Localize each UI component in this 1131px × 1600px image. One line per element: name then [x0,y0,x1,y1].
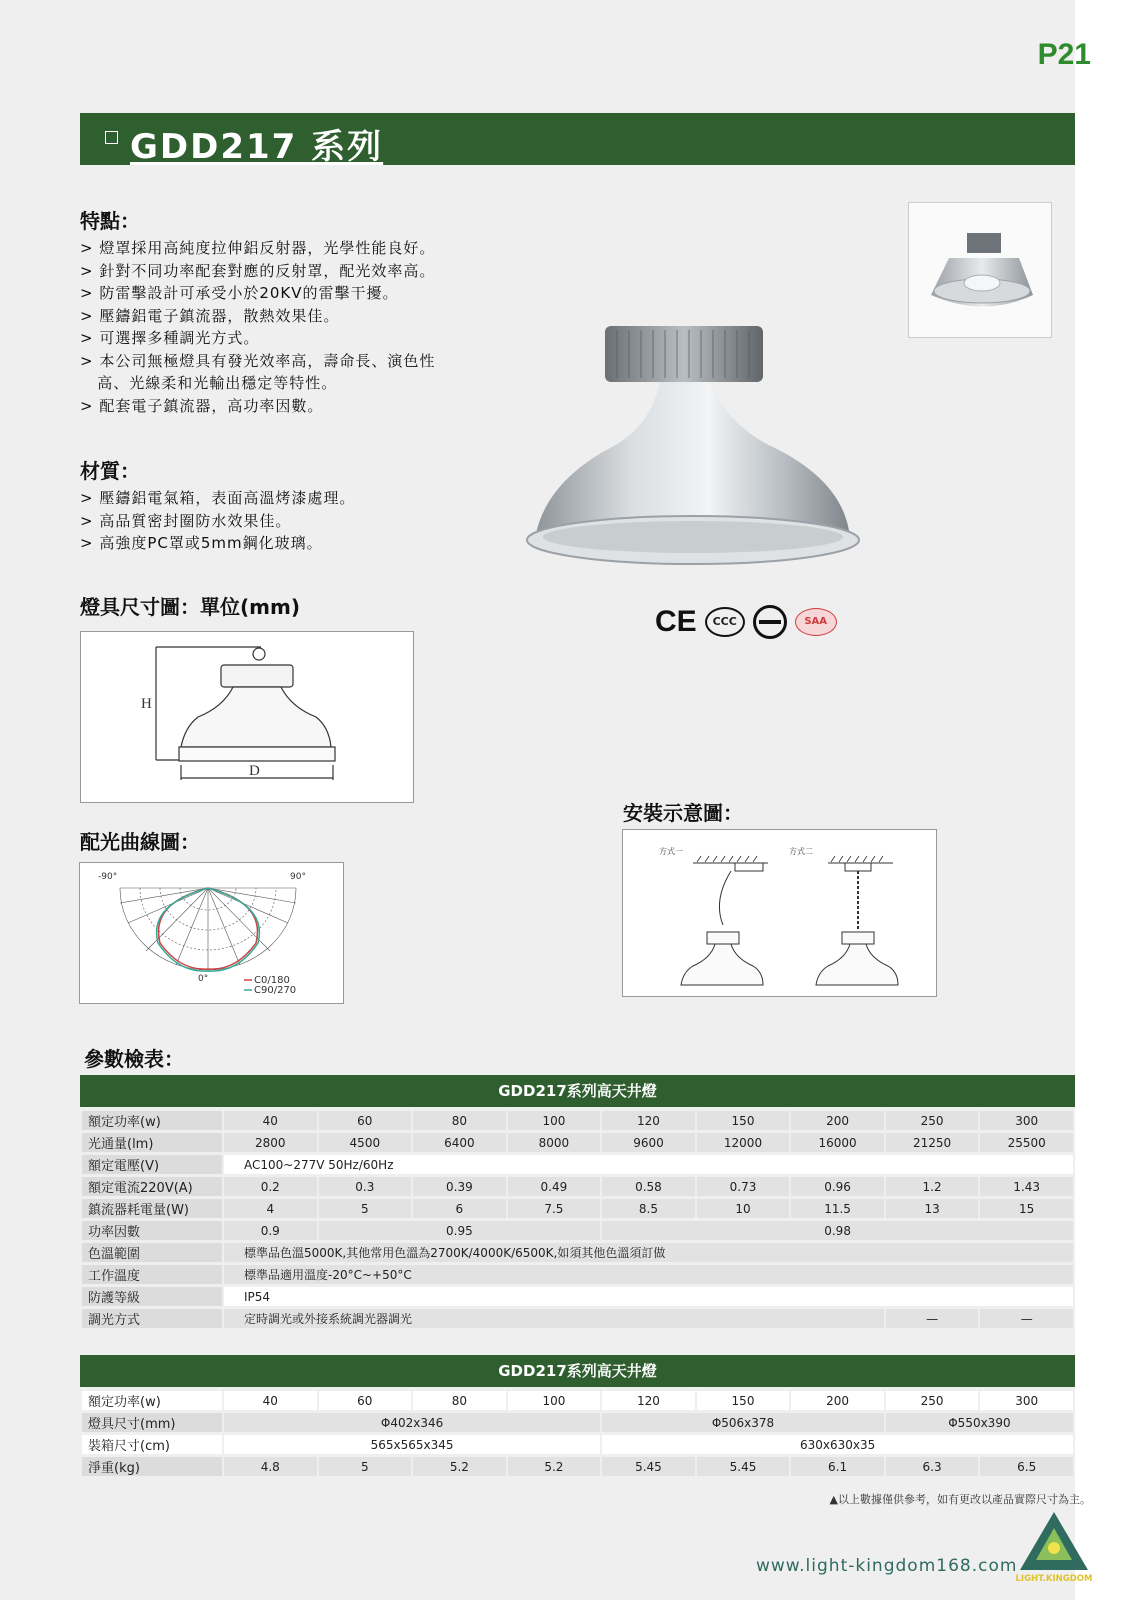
angle-label-bottom: 0° [198,974,209,984]
row-label: 功率因數 [82,1221,222,1240]
table-cell: 0.95 [319,1221,601,1240]
material-item: > 壓鑄鋁電氣箱，表面高溫烤漆處理。 [80,489,356,507]
table-cell: 12000 [697,1133,790,1152]
table-cell: 5.2 [413,1457,506,1476]
table-cell: 0.98 [602,1221,1073,1240]
table-cell: 630x630x35 [602,1435,1073,1454]
spec-table-1 [80,1108,1075,1331]
checkbox-square-icon [105,131,118,144]
table-cell: 0.39 [413,1177,506,1196]
feature-item: > 燈罩採用高純度拉伸鋁反射器，光學性能良好。 [80,239,436,257]
table-row [82,1221,1073,1240]
feature-item: > 配套電子鎮流器，高功率因數。 [80,396,324,415]
table-row [82,1457,1073,1476]
table-cell: 60 [319,1111,412,1130]
dimension-heading: 燈具尺寸圖：單位(mm) [80,595,300,619]
row-label: 光通量(lm) [82,1133,222,1152]
title-bar [80,113,1075,165]
table-cell: 5 [319,1199,412,1218]
table-cell: 6400 [413,1133,506,1152]
product-image [525,318,870,588]
table-cell: 0.73 [697,1177,790,1196]
angle-label-left: -90° [98,872,118,882]
table-cell: 100 [508,1111,601,1130]
table-row [82,1309,1073,1328]
table-cell: 250 [886,1391,979,1410]
features-list [80,237,435,417]
table-cell: 60 [319,1391,412,1410]
table-cell: — [980,1309,1073,1328]
saa-label: SAA [804,616,828,627]
safety-mark-icon [753,605,787,639]
feature-item: > 防雷擊設計可承受小於20KV的雷擊干擾。 [80,284,399,302]
table-cell: 0.58 [602,1177,695,1196]
table-row [82,1133,1073,1152]
row-label: 調光方式 [82,1309,222,1328]
table-cell: 5.45 [697,1457,790,1476]
table-row [82,1391,1073,1410]
table-cell: 565x565x345 [224,1435,600,1454]
table-cell: AC100~277V 50Hz/60Hz [224,1155,1073,1174]
row-label: 防護等級 [82,1287,222,1306]
table-cell: 25500 [980,1133,1073,1152]
table-cell: Φ550x390 [886,1413,1073,1432]
table-cell: 200 [791,1111,884,1130]
table-cell: 100 [508,1391,601,1410]
table-cell: 40 [224,1391,317,1410]
feature-item: > 可選擇多種調光方式。 [80,329,260,347]
logo-text: LIGHT.KINGDOM [1015,1574,1093,1584]
table-cell: Φ402x346 [224,1413,600,1432]
table-cell: 150 [697,1391,790,1410]
page-title: GDD217 系列 [130,127,384,167]
website-url[interactable]: www.light-kingdom168.com [756,1556,1018,1576]
table-cell: 150 [697,1111,790,1130]
table-row [82,1413,1073,1432]
angle-label-right: 90° [290,872,306,882]
table-cell: 40 [224,1111,317,1130]
install-heading: 安裝示意圖： [623,801,743,825]
table-cell: 15 [980,1199,1073,1218]
table-cell: 0.2 [224,1177,317,1196]
table-cell: 80 [413,1111,506,1130]
table-row [82,1243,1073,1262]
table-cell: 10 [697,1199,790,1218]
light-curve-heading: 配光曲線圖： [80,830,200,854]
row-label: 淨重(kg) [82,1457,222,1476]
table-row [82,1177,1073,1196]
table-cell: IP54 [224,1287,1073,1306]
legend-c0: C0/180 [254,975,290,986]
table-cell: 5 [319,1457,412,1476]
table-row [82,1155,1073,1174]
ccc-label: CCC [712,615,737,628]
table-cell: 120 [602,1391,695,1410]
table-row [82,1265,1073,1284]
feature-item: > 本公司無極燈具有發光效率高，壽命長、演色性 [80,351,436,370]
row-label: 額定功率(w) [82,1111,222,1130]
legend-c90: C90/270 [254,985,297,996]
ce-mark: CE [655,605,697,638]
table-row [82,1111,1073,1130]
table-cell: 7.5 [508,1199,601,1218]
table-cell: 0.96 [791,1177,884,1196]
table-cell: 120 [602,1111,695,1130]
table-cell: 11.5 [791,1199,884,1218]
table-cell: — [886,1309,979,1328]
table-cell: 6.5 [980,1457,1073,1476]
table-cell: 16000 [791,1133,884,1152]
table-row [82,1199,1073,1218]
material-item: > 高品質密封圈防水效果佳。 [80,511,292,530]
feature-item: 高、光線柔和光輸出穩定等特性。 [80,374,338,392]
table-cell: 80 [413,1391,506,1410]
footnote: ▲以上數據僅供參考，如有更改以產品實際尺寸為主。 [829,1493,1091,1506]
table-cell: 0.9 [224,1221,317,1240]
table-cell: 定時調光或外接系統調光器調光 [224,1309,884,1328]
row-label: 燈具尺寸(mm) [82,1413,222,1432]
material-heading: 材質： [80,459,140,483]
table-cell: 5.2 [508,1457,601,1476]
page-number: P21 [1037,38,1091,71]
table-cell: 標準品色溫5000K,其他常用色溫為2700K/4000K/6500K,如須其他色溫須訂做 [224,1243,1073,1262]
table-cell: 6.3 [886,1457,979,1476]
page-margin [1075,0,1131,1600]
row-label: 額定功率(w) [82,1391,222,1410]
method-2-label: 方式二 [789,847,813,856]
table-cell: 21250 [886,1133,979,1152]
table-cell: 8.5 [602,1199,695,1218]
table-cell: 250 [886,1111,979,1130]
table-cell: 4.8 [224,1457,317,1476]
table-cell: 6 [413,1199,506,1218]
method-1-label: 方式一 [659,847,683,856]
row-label: 色溫範圍 [82,1243,222,1262]
row-label: 鎮流器耗電量(W) [82,1199,222,1218]
table-cell: 1.2 [886,1177,979,1196]
features-heading: 特點： [80,209,140,233]
dimension-drawing [80,631,414,803]
table-row [82,1435,1073,1454]
table-cell: 13 [886,1199,979,1218]
feature-item: > 壓鑄鋁電子鎮流器，散熱效果佳。 [80,306,340,325]
spec-table-2 [80,1388,1075,1479]
table-cell: 1.43 [980,1177,1073,1196]
table-cell: 300 [980,1111,1073,1130]
table-cell: 0.3 [319,1177,412,1196]
light-distribution-chart [79,862,344,1004]
row-label: 額定電流220V(A) [82,1177,222,1196]
table-cell: 5.45 [602,1457,695,1476]
table-cell: 6.1 [791,1457,884,1476]
label-d: D [249,763,260,779]
label-h: H [141,696,152,712]
saa-mark-icon [795,608,837,636]
table2-title: GDD217系列高天井燈 [80,1355,1075,1387]
row-label: 工作溫度 [82,1265,222,1284]
table1-title: GDD217系列高天井燈 [80,1075,1075,1107]
table-cell: 0.49 [508,1177,601,1196]
table-cell: 300 [980,1391,1073,1410]
table-cell: 4500 [319,1133,412,1152]
table-cell: 標準品適用溫度-20°C~+50°C [224,1265,1073,1284]
table-cell: 4 [224,1199,317,1218]
table-cell: 8000 [508,1133,601,1152]
product-thumbnail [908,202,1052,338]
table-cell: 200 [791,1391,884,1410]
row-label: 裝箱尺寸(cm) [82,1435,222,1454]
table-cell: 9600 [602,1133,695,1152]
certification-marks [655,605,837,639]
ccc-mark-icon [705,607,745,637]
material-list [80,487,355,555]
table-cell: Φ506x378 [602,1413,884,1432]
table-cell: 2800 [224,1133,317,1152]
row-label: 額定電壓(V) [82,1155,222,1174]
params-heading: 參數檢表： [84,1047,184,1071]
table-row [82,1287,1073,1306]
material-item: > 高強度PC罩或5mm鋼化玻璃。 [80,534,323,552]
feature-item: > 針對不同功率配套對應的反射罩，配光效率高。 [80,261,436,280]
installation-diagram [622,829,937,997]
brand-logo [1014,1508,1094,1584]
